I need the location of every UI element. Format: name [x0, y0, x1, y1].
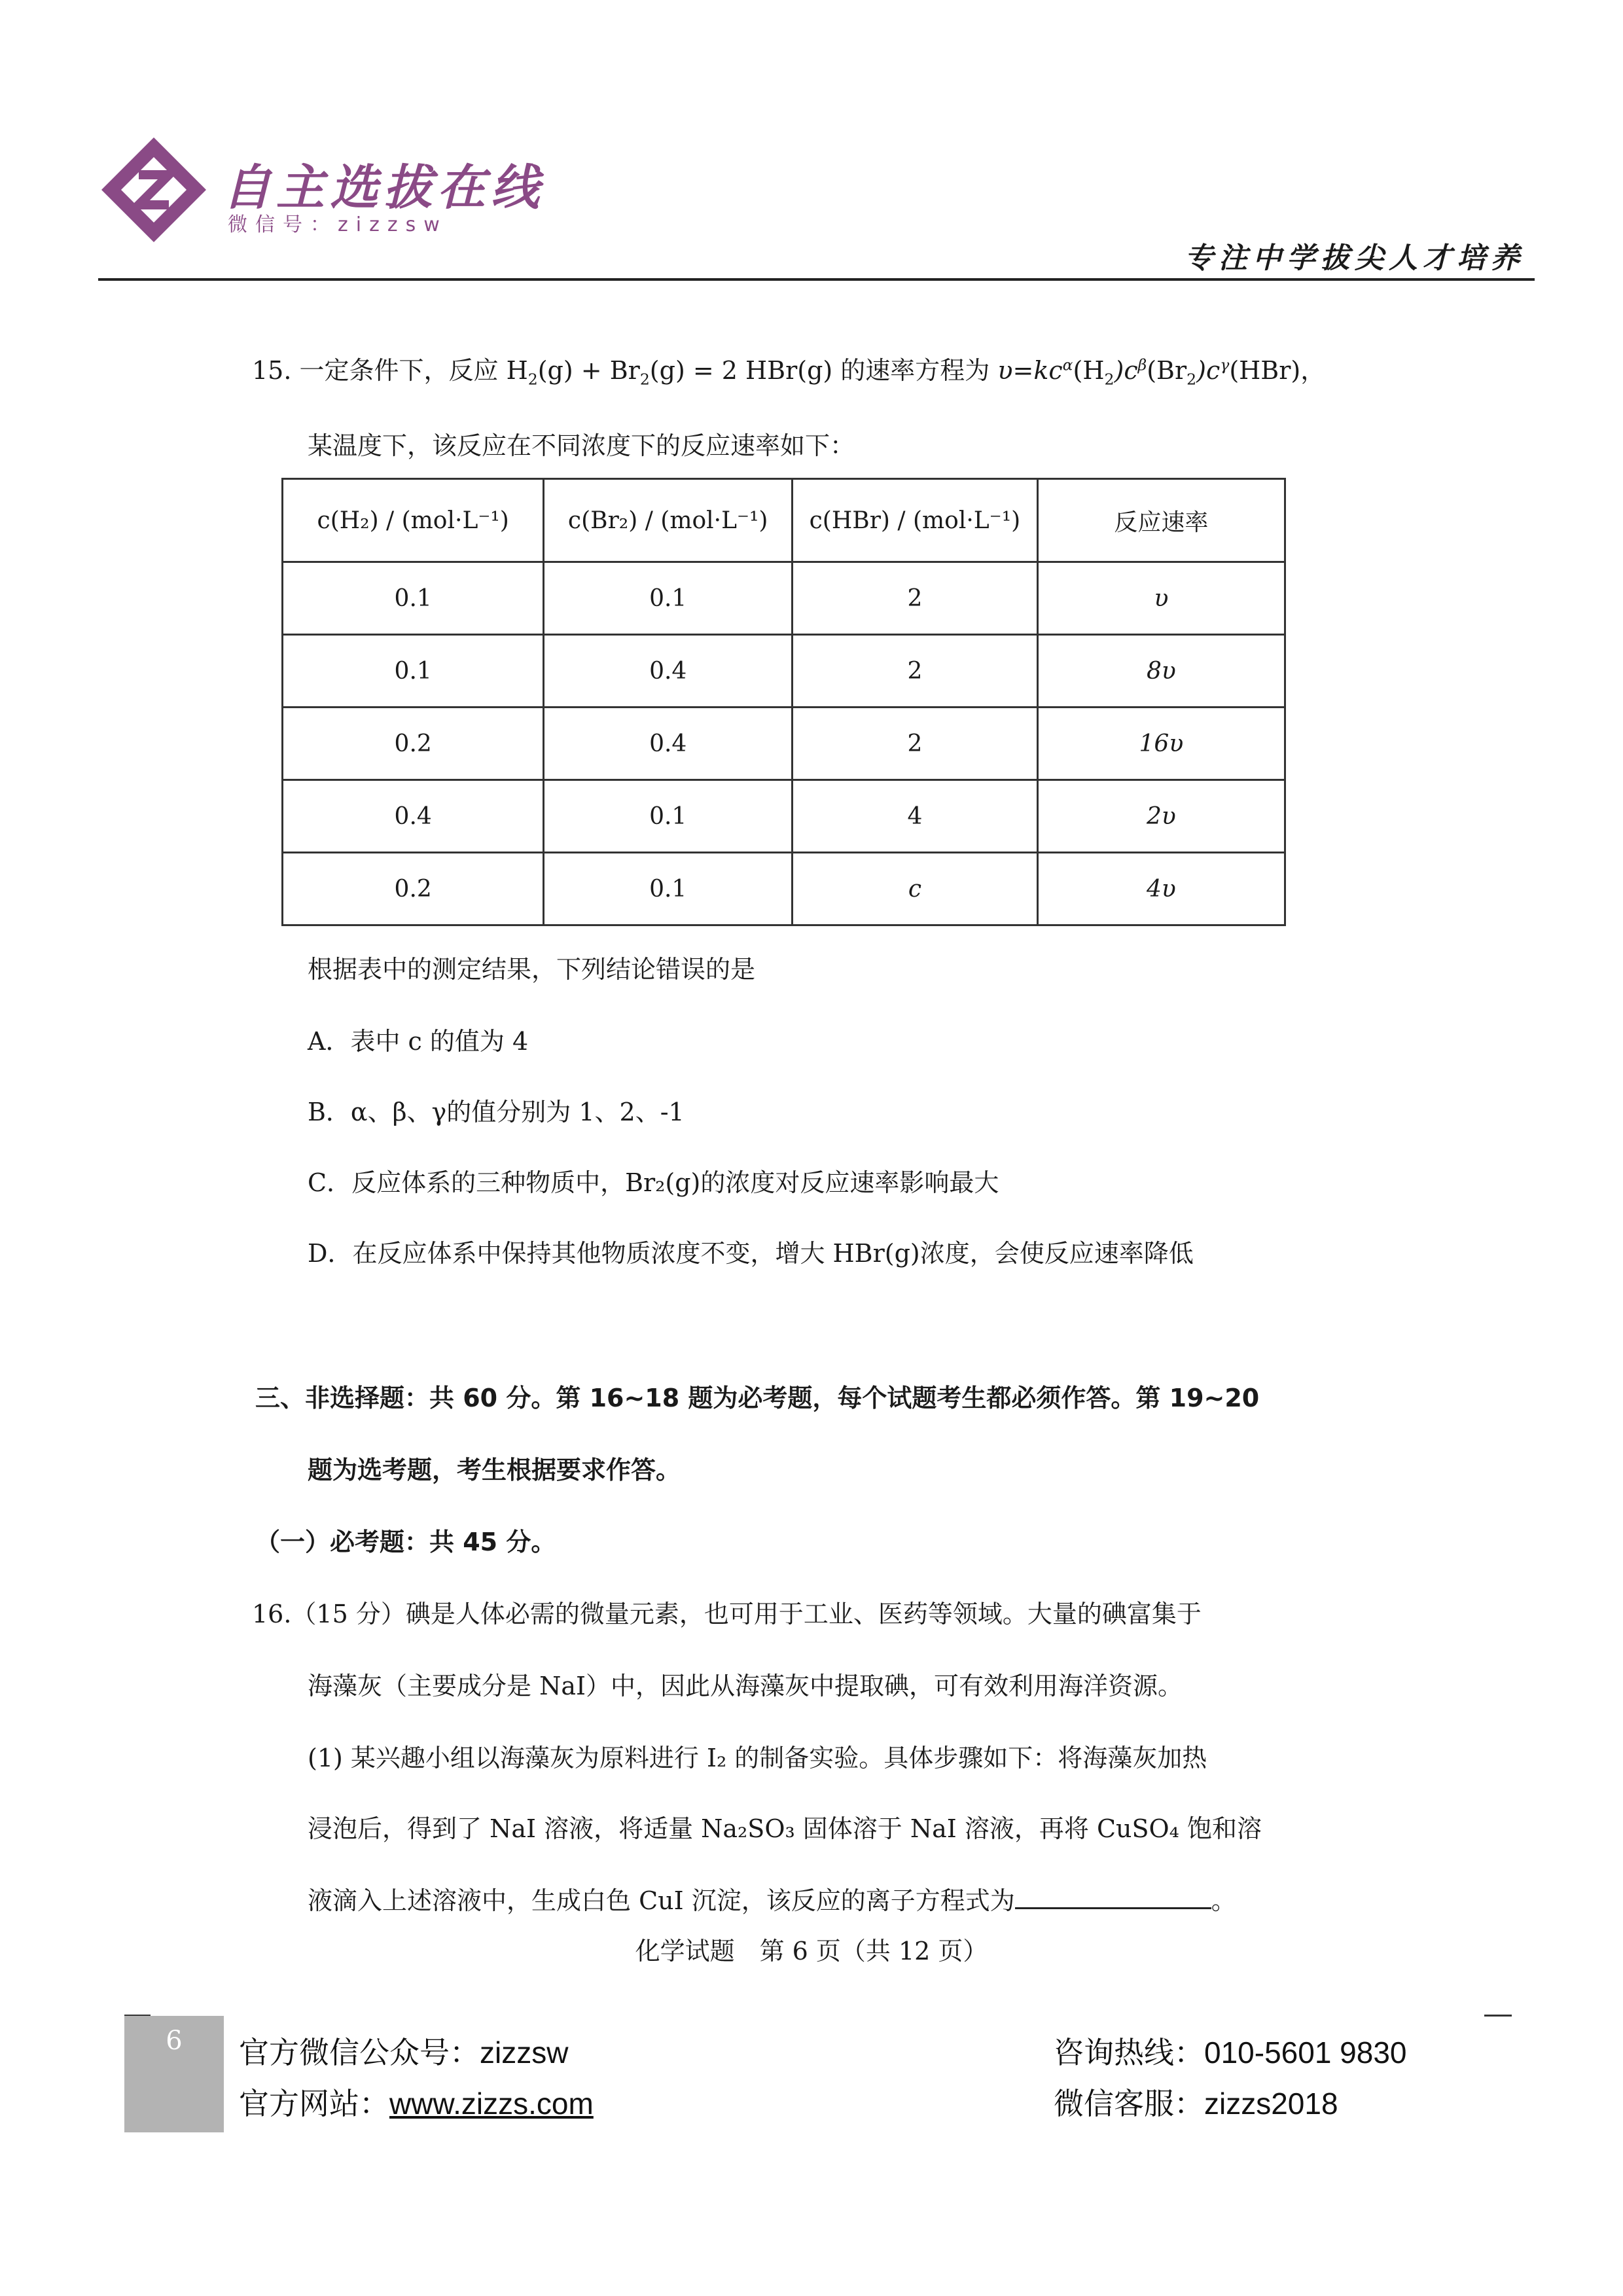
- q15-line1: 15. 一定条件下，反应 $H_2(g) + Br_2(g) = 2$ HBr(g) 的速率方程为 $\upsilon=kc^\alpha(H_2)c^\beta(Br_2)c^\gamma(HBr)$，: [252, 355, 1326, 389]
- table-cell: 4: [793, 780, 1038, 853]
- table-row: [283, 853, 1285, 925]
- table-cell: 0.4: [544, 708, 793, 780]
- table-header-cell: c(H₂) / (mol·L⁻¹): [283, 479, 544, 562]
- brand-wechat-id: 微信号：zizzsw: [228, 213, 448, 236]
- table-cell: 2: [793, 708, 1038, 780]
- table-header-cell: c(HBr) / (mol·L⁻¹): [793, 479, 1038, 562]
- footer-wechat: 官方微信公众号：zizzsw: [239, 2036, 569, 2070]
- table-cell: 2: [793, 635, 1038, 708]
- part1-heading: （一）必考题：共 45 分。: [255, 1528, 556, 1556]
- footer-hotline: 咨询热线：010-5601 9830: [1054, 2036, 1407, 2070]
- table-cell: 0.2: [283, 708, 544, 780]
- option-b: B．α、β、γ的值分别为 1、2、-1: [308, 1098, 685, 1126]
- website-link[interactable]: www.zizzs.com: [389, 2087, 594, 2121]
- page-label: 化学试题 第 6 页（共 12 页）: [635, 1937, 988, 1965]
- answer-blank[interactable]: [1015, 1888, 1211, 1909]
- header-slogan: 专注中学拔尖人才培养: [1185, 242, 1525, 275]
- table-header-cell: c(Br₂) / (mol·L⁻¹): [544, 479, 793, 562]
- option-a: A．表中 c 的值为 4: [308, 1027, 529, 1056]
- table-cell: 2υ: [1037, 780, 1285, 853]
- footer-divider: [1484, 2015, 1512, 2017]
- table-cell: 0.2: [283, 853, 544, 925]
- q16-line2: 海藻灰（主要成分是 NaI）中，因此从海藻灰中提取碘，可有效利用海洋资源。: [308, 1672, 1183, 1700]
- table-cell: 16υ: [1037, 708, 1285, 780]
- brand-logo-icon: [98, 134, 209, 245]
- q15-line2: 某温度下，该反应在不同浓度下的反应速率如下：: [308, 431, 855, 460]
- rate-table: [281, 478, 1286, 926]
- table-cell: 0.1: [283, 635, 544, 708]
- table-row: [283, 708, 1285, 780]
- table-cell: 8υ: [1037, 635, 1285, 708]
- brand-name: 自主选拔在线: [223, 160, 544, 216]
- table-cell: 0.1: [544, 853, 793, 925]
- table-cell: 0.1: [544, 562, 793, 635]
- option-d: D．在反应体系中保持其他物质浓度不变，增大 HBr(g)浓度，会使反应速率降低: [308, 1239, 1194, 1268]
- header-divider: [98, 278, 1535, 281]
- table-cell: 0.4: [544, 635, 793, 708]
- table-cell: 0.1: [544, 780, 793, 853]
- section3-heading-cont: 题为选考题，考生根据要求作答。: [308, 1456, 681, 1484]
- table-row: [283, 562, 1285, 635]
- table-cell: 4υ: [1037, 853, 1285, 925]
- table-cell: υ: [1037, 562, 1285, 635]
- q15-stem: 根据表中的测定结果，下列结论错误的是: [308, 955, 756, 984]
- q16-line5: 液滴入上述溶液中，生成白色 CuI 沉淀，该反应的离子方程式为 。: [308, 1886, 1236, 1915]
- q16-line4: 浸泡后，得到了 NaI 溶液，将适量 Na₂SO₃ 固体溶于 NaI 溶液，再将 CuSO₄ 饱和溶: [308, 1814, 1262, 1843]
- q16-line3: (1) 某兴趣小组以海藻灰为原料进行 I₂ 的制备实验。具体步骤如下：将海藻灰加热: [308, 1744, 1207, 1772]
- page-number: 6: [166, 2026, 183, 2056]
- table-header-cell: 反应速率: [1037, 479, 1285, 562]
- table-cell: 2: [793, 562, 1038, 635]
- footer-website: 官方网站：www.zizzs.com: [239, 2087, 594, 2121]
- footer-service: 微信客服：zizzs2018: [1054, 2087, 1338, 2121]
- table-cell: c: [793, 853, 1038, 925]
- option-c: C．反应体系的三种物质中，Br₂(g)的浓度对反应速率影响最大: [308, 1168, 999, 1197]
- table-cell: 0.4: [283, 780, 544, 853]
- table-cell: 0.1: [283, 562, 544, 635]
- table-row: [283, 635, 1285, 708]
- table-row: [283, 780, 1285, 853]
- table-header-row: [283, 479, 1285, 562]
- section3-heading: 三、非选择题：共 60 分。第 16~18 题为必考题，每个试题考生都必须作答。第 19~20: [255, 1384, 1260, 1412]
- q16-line1: 16.（15 分）碘是人体必需的微量元素，也可用于工业、医药等领域。大量的碘富集于: [252, 1600, 1202, 1628]
